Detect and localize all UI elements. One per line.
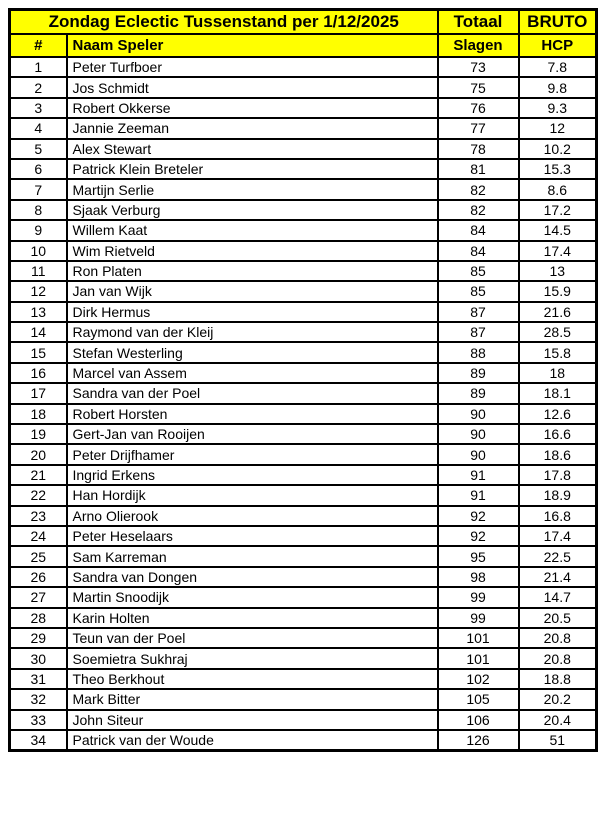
table-row (10, 220, 597, 240)
player-slagen: 126 (438, 730, 519, 751)
table-row (10, 77, 597, 97)
table-row (10, 281, 597, 301)
col-header-rank: # (10, 34, 67, 57)
player-rank: 13 (10, 302, 67, 322)
table-row (10, 546, 597, 566)
player-rank: 2 (10, 77, 67, 97)
player-rank: 8 (10, 200, 67, 220)
table-row (10, 567, 597, 587)
table-row (10, 465, 597, 485)
player-hcp: 16.6 (519, 424, 597, 444)
player-slagen: 87 (438, 302, 519, 322)
player-slagen: 105 (438, 689, 519, 709)
player-slagen: 98 (438, 567, 519, 587)
header-row (10, 34, 597, 57)
player-name: Karin Holten (67, 608, 438, 628)
player-hcp: 8.6 (519, 179, 597, 199)
player-slagen: 87 (438, 322, 519, 342)
player-slagen: 85 (438, 261, 519, 281)
player-rank: 10 (10, 241, 67, 261)
player-rank: 12 (10, 281, 67, 301)
player-name: Stefan Westerling (67, 342, 438, 362)
player-rank: 24 (10, 526, 67, 546)
player-rank: 6 (10, 159, 67, 179)
player-slagen: 91 (438, 485, 519, 505)
player-rank: 9 (10, 220, 67, 240)
player-rank: 15 (10, 342, 67, 362)
table-row (10, 710, 597, 730)
player-hcp: 20.4 (519, 710, 597, 730)
player-slagen: 92 (438, 506, 519, 526)
col-header-name: Naam Speler (67, 34, 438, 57)
table-row (10, 179, 597, 199)
table-row (10, 669, 597, 689)
table-row (10, 241, 597, 261)
player-rank: 27 (10, 587, 67, 607)
player-rank: 30 (10, 648, 67, 668)
col-header-totaal: Totaal (438, 10, 519, 35)
player-slagen: 99 (438, 587, 519, 607)
player-slagen: 101 (438, 628, 519, 648)
player-rank: 19 (10, 424, 67, 444)
table-row (10, 98, 597, 118)
player-name: Willem Kaat (67, 220, 438, 240)
player-slagen: 89 (438, 383, 519, 403)
page-title: Zondag Eclectic Tussenstand per 1/12/2025 (10, 10, 438, 35)
table-row (10, 342, 597, 362)
player-slagen: 73 (438, 57, 519, 77)
table-row (10, 57, 597, 77)
player-rank: 17 (10, 383, 67, 403)
player-rank: 7 (10, 179, 67, 199)
player-name: Soemietra Sukhraj (67, 648, 438, 668)
table-row (10, 159, 597, 179)
player-slagen: 77 (438, 118, 519, 138)
player-hcp: 18.6 (519, 444, 597, 464)
player-rank: 31 (10, 669, 67, 689)
table-row (10, 363, 597, 383)
table-row (10, 526, 597, 546)
player-name: Dirk Hermus (67, 302, 438, 322)
player-name: Theo Berkhout (67, 669, 438, 689)
player-hcp: 17.2 (519, 200, 597, 220)
player-slagen: 101 (438, 648, 519, 668)
table-row (10, 648, 597, 668)
player-name: Ron Platen (67, 261, 438, 281)
table-row (10, 404, 597, 424)
player-slagen: 106 (438, 710, 519, 730)
player-slagen: 95 (438, 546, 519, 566)
col-header-hcp: HCP (519, 34, 597, 57)
player-name: Arno Olierook (67, 506, 438, 526)
table-row (10, 587, 597, 607)
player-slagen: 78 (438, 139, 519, 159)
table-row (10, 261, 597, 281)
player-hcp: 18 (519, 363, 597, 383)
player-name: Wim Rietveld (67, 241, 438, 261)
player-hcp: 17.4 (519, 526, 597, 546)
player-hcp: 28.5 (519, 322, 597, 342)
player-name: Marcel van Assem (67, 363, 438, 383)
player-hcp: 16.8 (519, 506, 597, 526)
player-rank: 5 (10, 139, 67, 159)
table-row (10, 608, 597, 628)
player-hcp: 20.8 (519, 628, 597, 648)
table-row (10, 302, 597, 322)
player-slagen: 88 (438, 342, 519, 362)
player-name: Martin Snoodijk (67, 587, 438, 607)
player-name: Sandra van Dongen (67, 567, 438, 587)
player-hcp: 12.6 (519, 404, 597, 424)
player-hcp: 9.8 (519, 77, 597, 97)
player-rank: 34 (10, 730, 67, 751)
player-hcp: 10.2 (519, 139, 597, 159)
player-rank: 25 (10, 546, 67, 566)
player-rank: 4 (10, 118, 67, 138)
player-name: Patrick van der Woude (67, 730, 438, 751)
player-hcp: 13 (519, 261, 597, 281)
player-slagen: 84 (438, 220, 519, 240)
player-rank: 18 (10, 404, 67, 424)
player-slagen: 99 (438, 608, 519, 628)
player-hcp: 9.3 (519, 98, 597, 118)
player-slagen: 90 (438, 424, 519, 444)
player-name: Alex Stewart (67, 139, 438, 159)
player-slagen: 90 (438, 404, 519, 424)
player-hcp: 7.8 (519, 57, 597, 77)
player-hcp: 17.8 (519, 465, 597, 485)
player-slagen: 75 (438, 77, 519, 97)
player-rank: 29 (10, 628, 67, 648)
player-rank: 1 (10, 57, 67, 77)
table-row (10, 444, 597, 464)
player-rank: 20 (10, 444, 67, 464)
player-hcp: 51 (519, 730, 597, 751)
player-rank: 14 (10, 322, 67, 342)
table-row (10, 730, 597, 751)
player-rank: 21 (10, 465, 67, 485)
player-hcp: 15.9 (519, 281, 597, 301)
player-name: Peter Drijfhamer (67, 444, 438, 464)
player-name: Ingrid Erkens (67, 465, 438, 485)
player-hcp: 20.5 (519, 608, 597, 628)
player-hcp: 14.7 (519, 587, 597, 607)
table-row (10, 689, 597, 709)
player-slagen: 90 (438, 444, 519, 464)
player-name: Martijn Serlie (67, 179, 438, 199)
player-name: Sjaak Verburg (67, 200, 438, 220)
table-row (10, 628, 597, 648)
player-name: John Siteur (67, 710, 438, 730)
player-hcp: 15.3 (519, 159, 597, 179)
table-row (10, 200, 597, 220)
player-rank: 23 (10, 506, 67, 526)
table-row (10, 118, 597, 138)
player-name: Mark Bitter (67, 689, 438, 709)
player-hcp: 14.5 (519, 220, 597, 240)
player-slagen: 92 (438, 526, 519, 546)
table-header (10, 10, 597, 58)
player-slagen: 89 (438, 363, 519, 383)
table-row (10, 383, 597, 403)
player-name: Gert-Jan van Rooijen (67, 424, 438, 444)
player-hcp: 21.6 (519, 302, 597, 322)
player-hcp: 15.8 (519, 342, 597, 362)
player-rank: 3 (10, 98, 67, 118)
player-hcp: 21.4 (519, 567, 597, 587)
player-name: Sandra van der Poel (67, 383, 438, 403)
player-name: Teun van der Poel (67, 628, 438, 648)
player-slagen: 84 (438, 241, 519, 261)
title-row (10, 10, 597, 35)
player-slagen: 91 (438, 465, 519, 485)
player-name: Sam Karreman (67, 546, 438, 566)
player-name: Robert Horsten (67, 404, 438, 424)
player-rank: 33 (10, 710, 67, 730)
player-hcp: 12 (519, 118, 597, 138)
player-slagen: 76 (438, 98, 519, 118)
player-slagen: 85 (438, 281, 519, 301)
table-row (10, 322, 597, 342)
player-rank: 26 (10, 567, 67, 587)
player-name: Robert Okkerse (67, 98, 438, 118)
player-slagen: 82 (438, 179, 519, 199)
player-hcp: 17.4 (519, 241, 597, 261)
player-hcp: 18.8 (519, 669, 597, 689)
player-name: Han Hordijk (67, 485, 438, 505)
table-row (10, 424, 597, 444)
player-rank: 11 (10, 261, 67, 281)
player-rank: 28 (10, 608, 67, 628)
player-name: Jannie Zeeman (67, 118, 438, 138)
col-header-bruto: BRUTO (519, 10, 597, 35)
player-rank: 16 (10, 363, 67, 383)
player-slagen: 81 (438, 159, 519, 179)
table-row (10, 485, 597, 505)
player-name: Peter Heselaars (67, 526, 438, 546)
player-hcp: 18.1 (519, 383, 597, 403)
col-header-slagen: Slagen (438, 34, 519, 57)
player-hcp: 18.9 (519, 485, 597, 505)
player-slagen: 82 (438, 200, 519, 220)
table-row (10, 139, 597, 159)
player-rows (10, 57, 597, 751)
player-slagen: 102 (438, 669, 519, 689)
player-rank: 32 (10, 689, 67, 709)
player-name: Jan van Wijk (67, 281, 438, 301)
player-name: Peter Turfboer (67, 57, 438, 77)
player-name: Patrick Klein Breteler (67, 159, 438, 179)
player-hcp: 20.8 (519, 648, 597, 668)
player-hcp: 22.5 (519, 546, 597, 566)
player-name: Raymond van der Kleij (67, 322, 438, 342)
player-hcp: 20.2 (519, 689, 597, 709)
standings-table (8, 8, 598, 752)
player-rank: 22 (10, 485, 67, 505)
player-name: Jos Schmidt (67, 77, 438, 97)
table-row (10, 506, 597, 526)
